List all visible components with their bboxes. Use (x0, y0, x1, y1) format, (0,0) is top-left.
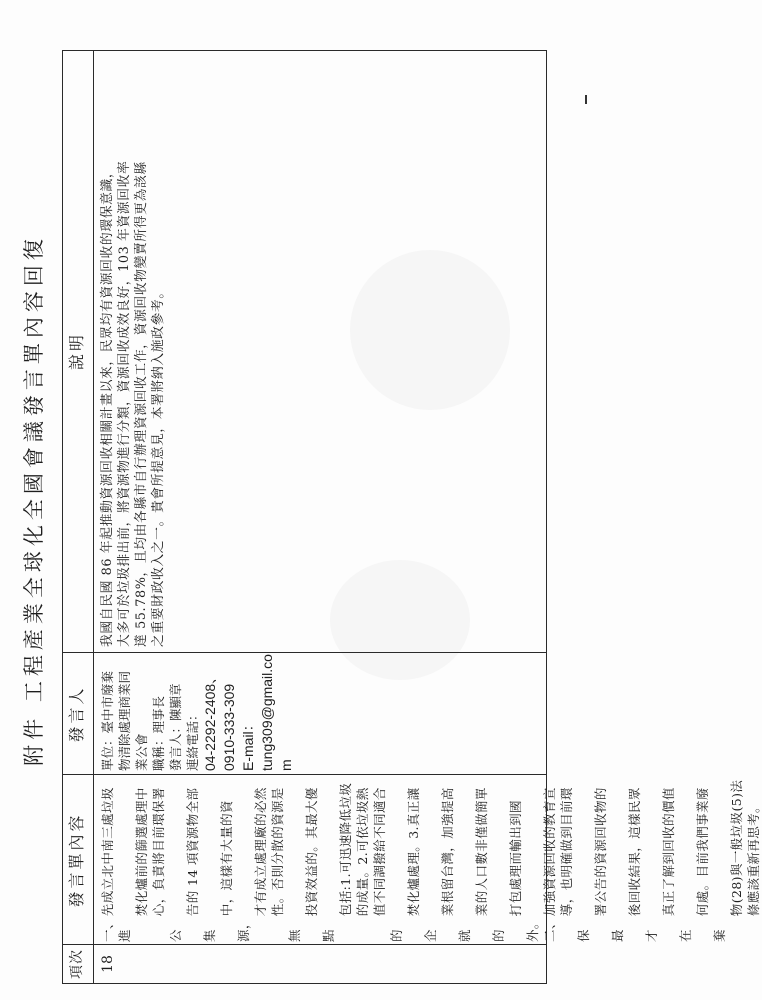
page-mark (585, 95, 587, 104)
speaker-unit-line-1: 單位：臺中市廢棄 (100, 670, 115, 771)
speaker-title: 職稱：理事長 (151, 695, 166, 771)
item-number: 18 (100, 955, 116, 973)
header-item: 項次 (69, 949, 85, 979)
document-title: 附件 工程產業全球化全國會議發言單內容回復 (22, 234, 46, 766)
speaker-phone-label: 連絡電話： (185, 708, 200, 771)
speech-content-cell (93, 775, 761, 945)
reply-table (62, 50, 761, 984)
speaker-phone-1: 04-2292-2408、 (202, 669, 218, 771)
speaker-unit-line-3: 業公會 (134, 733, 149, 771)
speech-paragraph-1: 一、先成立北中南三處垃圾進 焚化爐前的篩選處理中 心，負責將目前環保署公 告的 14 項資源物全部集 中，這樣有大量的資源， 才有成立處理廠的必然 性。否則分散的資源是無 投資效益的。其最大優點 包括:1.可迅速降低垃圾 的成量。2.可依垃圾熱 值不同調撥給不同適合的 焚化爐處理。3.真正讓企 業根留台灣，加強提高就 業的人口數非僅做簡單的 打包處理而輸出到國外。 (100, 782, 540, 942)
header-content: 發言單內容 (67, 812, 86, 908)
speaker-phone-2: 0910-333-309 (221, 683, 237, 771)
header-explanation: 說明 (67, 332, 86, 371)
speaker-unit-line-2: 物清除處理商業同 (117, 670, 132, 771)
speaker-email-wrap: m (278, 759, 294, 771)
speaker-cell (93, 653, 548, 775)
explanation-cell (93, 49, 548, 653)
speaker-email-label: E-mail： (240, 717, 256, 771)
speaker-name: 發言人：陳顯章 (168, 683, 183, 771)
speaker-email: tung309@gmail.co (259, 654, 275, 771)
explanation-text: 我國自民國 86 年起推動資源回收相關計畫以來，民眾均有資源回收的環保意識， 大多可於垃圾排出前，將資源物進行分類，資源回收成效良好，103 年資源回收率 達 55.78%，且均由各縣市自行辦理資源回收工作，資源回收物變賣所得更為該縣 之重要財政收入之一。貴會所提意見，本署將納入施政參考。 (100, 160, 166, 647)
header-speaker: 發言人 (67, 685, 86, 743)
speech-paragraph-2: 二、加強資源回收的教育宣 導，也明確做到目前環保 署公告的資源回收物的最 後回收結果，這樣民眾才 真正了解到回收的價值在 何處。目前我們事業廢棄 物(28)與一般垃圾(5)法 條應該重新再思考。 (542, 779, 761, 942)
